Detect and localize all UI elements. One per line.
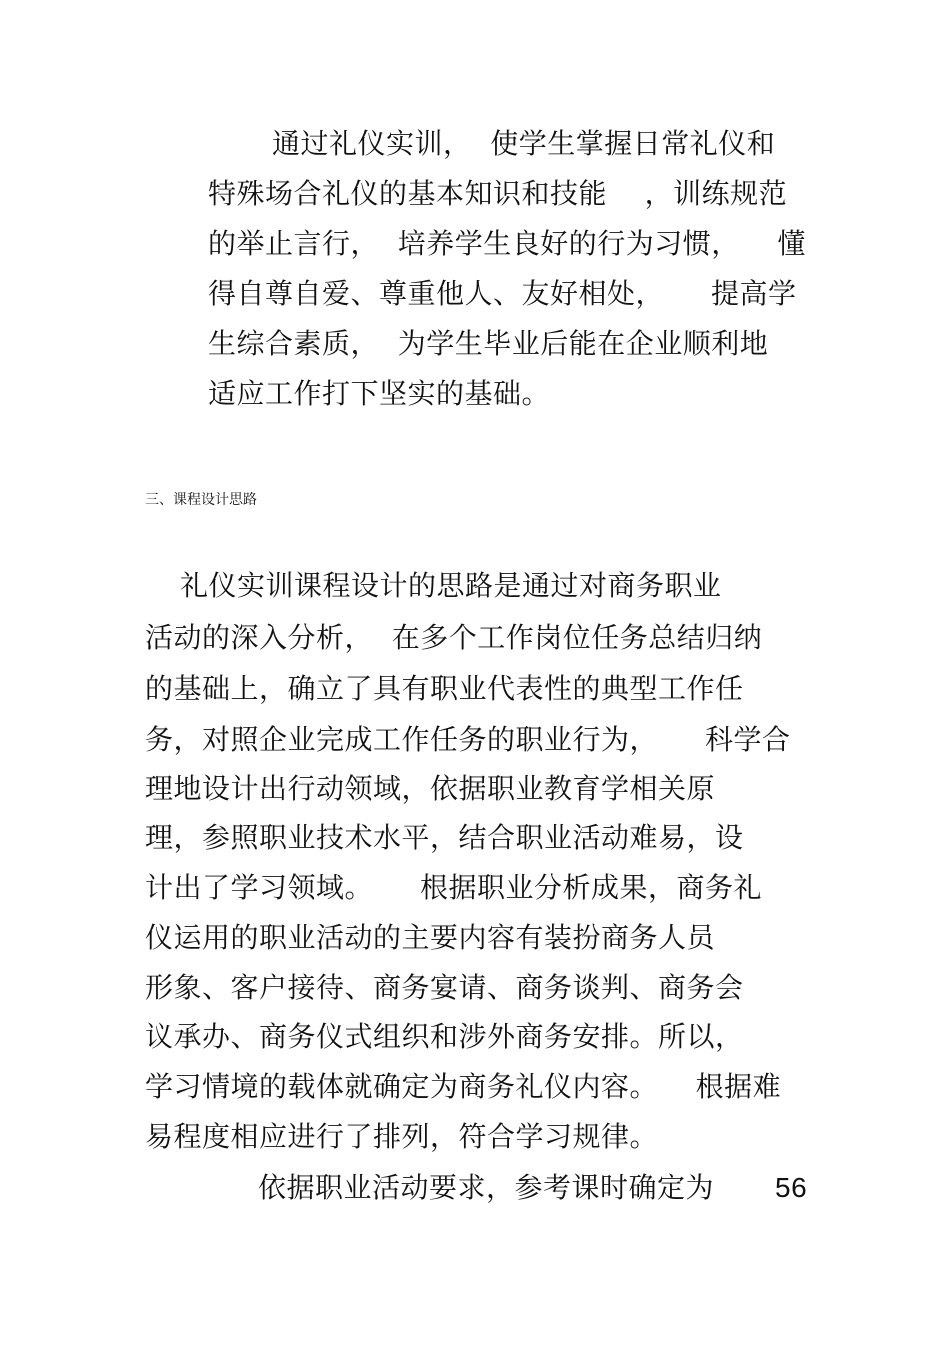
paragraph2-line-4: 务，对照企业完成工作任务的职业行为， 科学合 [145,723,791,756]
paragraph1-line-3: 的举止言行， 培养学生良好的行为习惯， 懂 [208,227,806,260]
paragraph2-line-10: 议承办、商务仪式组织和涉外商务安排。所以， [145,1020,744,1053]
paragraph1-line-1: 通过礼仪实训， 使学生掌握日常礼仪和 [272,127,776,160]
paragraph2-line-12: 易程度相应进行了排列，符合学习规律。 [145,1120,659,1153]
paragraph2-line-8: 仪运用的职业活动的主要内容有装扮商务人员 [145,921,716,954]
paragraph2-line-9: 形象、客户接待、商务宴请、商务谈判、商务会 [145,971,744,1004]
paragraph2-line-2: 活动的深入分析， 在多个工作岗位任务总结归纳 [145,621,763,654]
paragraph2-line-5: 理地设计出行动领域，依据职业教育学相关原 [145,772,716,805]
hours-number: 56 [775,1172,808,1203]
paragraph1-line-5: 生综合素质， 为学生毕业后能在企业顺利地 [208,327,769,360]
paragraph2-line-6: 理，参照职业技术水平，结合职业活动难易，设 [145,821,744,854]
paragraph1-line-6: 适应工作打下坚实的基础。 [208,377,551,410]
paragraph2-line-11: 学习情境的载体就确定为商务礼仪内容。 根据难 [145,1070,782,1103]
section-heading: 三、课程设计思路 [145,492,257,508]
paragraph1-line-2: 特殊场合礼仪的基本知识和技能 ，训练规范 [208,177,788,210]
paragraph1-line-4: 得自尊自爱、尊重他人、友好相处， 提高学 [208,277,797,310]
paragraph2-line-1: 礼仪实训课程设计的思路是通过对商务职业 [180,569,722,602]
paragraph3-line-1: 依据职业活动要求，参考课时确定为 [258,1171,715,1204]
paragraph2-line-7: 计出了学习领域。 根据职业分析成果，商务礼 [145,871,763,904]
paragraph2-line-3: 的基础上，确立了具有职业代表性的典型工作任 [145,672,744,705]
